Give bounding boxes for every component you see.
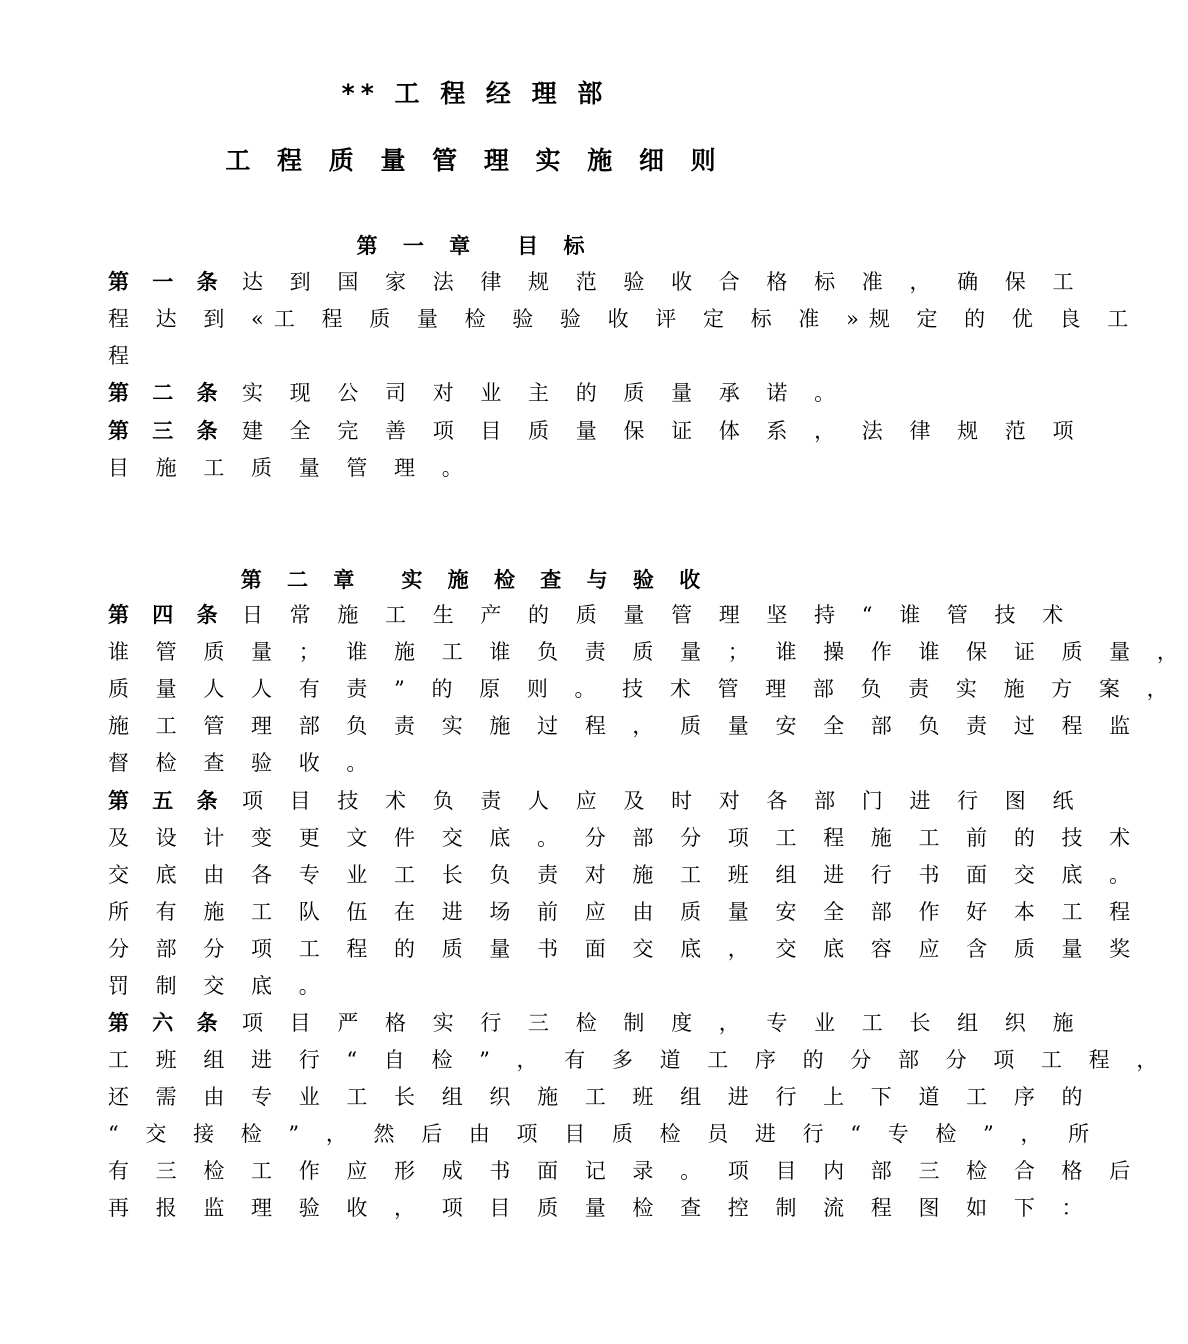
article-2-text-line-1: 实 现 公 司 对 业 主 的 质 量 承 诺 。 bbox=[242, 381, 846, 405]
article-6 bbox=[108, 1005, 1168, 1227]
chapter-2-number: 第 二 章 bbox=[240, 568, 364, 592]
article-1-text-line-2: 程 达 到 «工 程 质 量 检 验 验 收 评 定 标 准 »规 定 的 优 良 工 bbox=[108, 307, 1139, 331]
article-5-text-line-3: 交 底 由 各 专 业 工 长 负 责 对 施 工 班 组 进 行 书 面 交 底 。 bbox=[108, 863, 1141, 887]
article-6-text-line-2: 工 班 组 进 行 “ 自 检 ” ， 有 多 道 工 序 的 分 部 分 项 工 程 ， bbox=[108, 1048, 1168, 1072]
article-5-text-line-4: 所 有 施 工 队 伍 在 进 场 前 应 由 质 量 安 全 部 作 好 本 工 程 bbox=[108, 900, 1141, 924]
article-4-text-line-4: 施 工 管 理 部 负 责 实 施 过 程 ， 质 量 安 全 部 负 责 过 程 监 bbox=[108, 714, 1141, 738]
article-1-text-line-3: 程 bbox=[108, 344, 139, 368]
article-1-label: 第 一 条 bbox=[108, 270, 226, 294]
article-4-label: 第 四 条 bbox=[108, 603, 226, 627]
article-3-label: 第 三 条 bbox=[108, 419, 226, 443]
article-5-text-line-6: 罚 制 交 底 。 bbox=[108, 974, 330, 998]
chapter-2-name: 实 施 检 查 与 验 收 bbox=[401, 568, 710, 592]
article-6-text-line-1: 项 目 严 格 实 行 三 检 制 度 ， 专 业 工 长 组 织 施 bbox=[242, 1011, 1084, 1035]
article-4-text-line-3: 质 量 人 人 有 责 ” 的 原 则 。 技 术 管 理 部 负 责 实 施 方 案 ， bbox=[108, 677, 1178, 701]
article-5-text-line-5: 分 部 分 项 工 程 的 质 量 书 面 交 底 ， 交 底 容 应 含 质 量 奖 bbox=[108, 937, 1141, 961]
chapter-1-number: 第 一 章 bbox=[356, 234, 480, 258]
article-5 bbox=[108, 783, 1141, 1005]
article-6-text-line-5: 有 三 检 工 作 应 形 成 书 面 记 录 。 项 目 内 部 三 检 合 格 后 bbox=[108, 1159, 1141, 1183]
article-6-label: 第 六 条 bbox=[108, 1011, 226, 1035]
article-1 bbox=[108, 264, 1139, 375]
article-4-text-line-2: 谁 管 质 量 ； 谁 施 工 谁 负 责 质 量 ； 谁 操 作 谁 保 证 质 量 ， bbox=[108, 640, 1188, 664]
article-4-text-line-1: 日 常 施 工 生 产 的 质 量 管 理 坚 持 “ 谁 管 技 术 bbox=[242, 603, 1074, 627]
article-1-text-line-1: 达 到 国 家 法 律 规 范 验 收 合 格 标 准 ， 确 保 工 bbox=[242, 270, 1084, 294]
article-6-text-line-3: 还 需 由 专 业 工 长 组 织 施 工 班 组 进 行 上 下 道 工 序 的 bbox=[108, 1085, 1093, 1109]
article-6-text-line-6: 再 报 监 理 验 收 ， 项 目 质 量 检 查 控 制 流 程 图 如 下 ： bbox=[108, 1196, 1093, 1220]
document-title: 工 程 质 量 管 理 实 施 细 则 bbox=[225, 146, 725, 175]
chapter-2-heading bbox=[0, 564, 950, 594]
article-3 bbox=[108, 413, 1084, 487]
article-5-text-line-1: 项 目 技 术 负 责 人 应 及 时 对 各 部 门 进 行 图 纸 bbox=[242, 789, 1084, 813]
article-5-label: 第 五 条 bbox=[108, 789, 226, 813]
article-2-label: 第 二 条 bbox=[108, 381, 226, 405]
chapter-1-name: 目 标 bbox=[517, 234, 594, 258]
article-4 bbox=[108, 597, 1188, 782]
article-6-text-line-4: “ 交 接 检 ” ， 然 后 由 项 目 质 检 员 进 行 “ 专 检 ” ， 所 bbox=[108, 1122, 1100, 1146]
article-3-text-line-2: 目 施 工 质 量 管 理 。 bbox=[108, 456, 473, 480]
article-3-text-line-1: 建 全 完 善 项 目 质 量 保 证 体 系 ， 法 律 规 范 项 bbox=[242, 419, 1084, 443]
org-title: ** 工 程 经 理 部 bbox=[341, 79, 609, 108]
article-5-text-line-2: 及 设 计 变 更 文 件 交 底 。 分 部 分 项 工 程 施 工 前 的 技 术 bbox=[108, 826, 1141, 850]
chapter-1-heading bbox=[0, 230, 950, 260]
article-4-text-line-5: 督 检 查 验 收 。 bbox=[108, 751, 378, 775]
article-2 bbox=[108, 375, 868, 412]
